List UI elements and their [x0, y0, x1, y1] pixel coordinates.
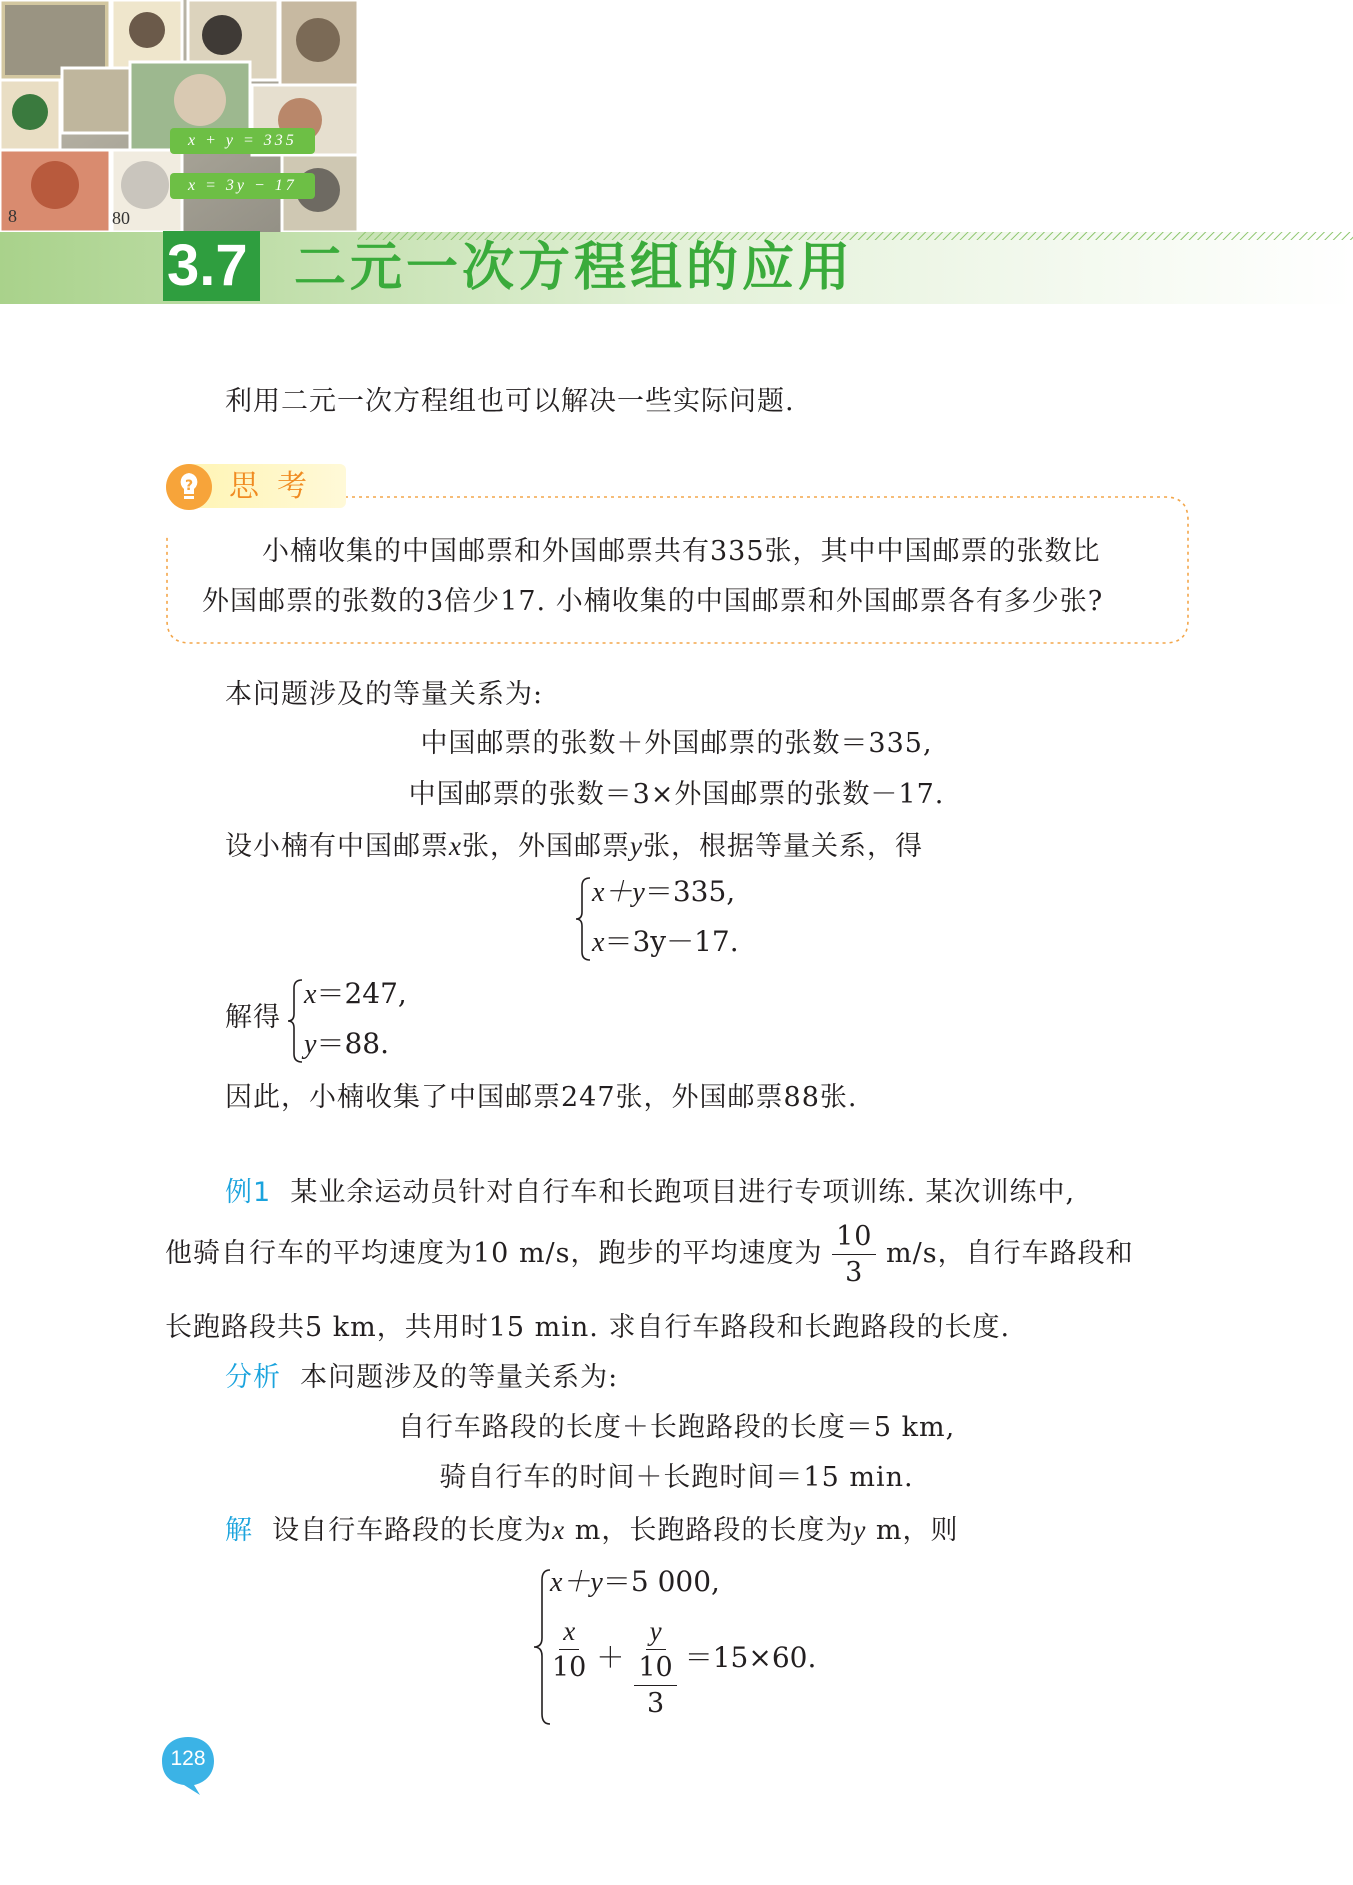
- equation-lhs: x＋y: [592, 877, 645, 908]
- setup-line: [225, 826, 923, 867]
- equation-lhs: x＋y: [550, 1567, 603, 1598]
- analysis-line: [225, 1358, 618, 1398]
- solution-brace: [288, 978, 304, 1068]
- inner-fraction: [634, 1654, 676, 1717]
- setup-text: 张，外国邮票: [461, 831, 630, 862]
- equation-rhs: ＝88.: [316, 1027, 389, 1060]
- fraction-denominator: 10: [552, 1652, 587, 1683]
- variable-y: y: [629, 831, 643, 861]
- solution-label: 解: [225, 1515, 253, 1546]
- solution-text: m，长跑路段的长度为: [565, 1515, 854, 1546]
- intro-paragraph: 利用二元一次方程组也可以解决一些实际问题.: [225, 386, 795, 417]
- example-line-3: 长跑路段共5 km，共用时15 min. 求自行车路段和长跑路段的长度.: [165, 1312, 1011, 1343]
- solution-text: m，则: [866, 1515, 959, 1546]
- example-text: 某业余运动员针对自行车和长跑项目进行专项训练. 某次训练中,: [290, 1177, 1076, 1208]
- fraction-numerator: y: [646, 1618, 666, 1650]
- solution-equation-2: [304, 1024, 389, 1065]
- setup-text: 张，根据等量关系，得: [642, 831, 923, 862]
- think-line: 外国邮票的张数的3倍少17. 小楠收集的中国邮票和外国邮票各有多少张?: [202, 586, 1104, 617]
- svg-text:?: ?: [184, 478, 194, 494]
- analysis-text: 本问题涉及的等量关系为:: [300, 1362, 619, 1393]
- fraction-denominator: 3: [646, 1688, 665, 1719]
- fraction-denominator: 3: [845, 1257, 864, 1288]
- think-heading: 思考: [229, 469, 325, 504]
- section-title: 二元一次方程组的应用: [294, 238, 855, 298]
- fraction-numerator: x: [559, 1618, 579, 1650]
- analysis-relation: 骑自行车的时间＋长跑时间＝15 min.: [439, 1462, 914, 1493]
- system-brace: [576, 876, 592, 966]
- equation-tag: x = 3y − 17: [170, 173, 315, 199]
- example-text: 他骑自行车的平均速度为10 m/s，跑步的平均速度为: [165, 1238, 823, 1269]
- system-equation-2: [592, 922, 739, 963]
- equation-rhs: ＝15×60.: [684, 1641, 817, 1674]
- fraction: [548, 1618, 590, 1681]
- think-line: 小楠收集的中国邮票和外国邮票共有335张，其中中国邮票的张数比: [262, 536, 1101, 567]
- stamp-value-80: 80: [112, 208, 130, 228]
- variable-x: x: [552, 1515, 566, 1545]
- solve-label: 解得: [225, 1002, 281, 1033]
- page-number: 128: [170, 1747, 206, 1770]
- equation-rhs: ＝3y－17.: [604, 925, 739, 958]
- example-text: m/s，自行车路段和: [886, 1238, 1134, 1269]
- lightbulb-icon: [165, 463, 213, 511]
- example-label: 例1: [225, 1177, 272, 1208]
- fraction: [832, 1223, 876, 1286]
- equation-rhs: ＝335,: [644, 875, 736, 908]
- solution-text: 设自行车路段的长度为: [272, 1515, 553, 1546]
- fraction-denominator: [630, 1650, 680, 1717]
- equation-tag: x + y = 335: [170, 128, 315, 154]
- relation-line: 中国邮票的张数＋外国邮票的张数＝335,: [420, 728, 933, 759]
- example-line-2: [165, 1218, 1134, 1290]
- system-equation-1: [550, 1562, 720, 1603]
- relation-intro: 本问题涉及的等量关系为:: [225, 679, 544, 710]
- system-equation-1: [592, 872, 735, 913]
- solution-equation-1: [304, 974, 407, 1015]
- variable-x: x: [449, 831, 462, 861]
- equation-lhs: x: [592, 927, 605, 958]
- relation-line: 中国邮票的张数＝3×外国邮票的张数－17.: [408, 779, 945, 810]
- example-line-1: [225, 1173, 1075, 1213]
- conclusion: 因此，小楠收集了中国邮票247张，外国邮票88张.: [225, 1082, 858, 1113]
- fraction-numerator: 10: [832, 1223, 876, 1255]
- plus-sign: ＋: [596, 1641, 625, 1674]
- fraction-numerator: 10: [634, 1654, 676, 1686]
- variable-y: y: [304, 1029, 317, 1060]
- analysis-label: 分析: [225, 1362, 281, 1393]
- equation-rhs: ＝5 000,: [602, 1565, 720, 1598]
- analysis-relation: 自行车路段的长度＋长跑路段的长度＝5 km,: [397, 1412, 956, 1443]
- solution-line: [225, 1510, 959, 1551]
- variable-x: x: [304, 979, 317, 1010]
- variable-y: y: [853, 1515, 867, 1545]
- stamp-collage-image: [0, 0, 358, 232]
- system-equation-2: [548, 1618, 816, 1717]
- setup-text: 设小楠有中国邮票: [225, 831, 449, 862]
- stamp-value-8: 8: [8, 206, 17, 226]
- section-number: 3.7: [163, 231, 260, 301]
- equation-rhs: ＝247,: [316, 977, 407, 1010]
- compound-fraction: [630, 1618, 680, 1717]
